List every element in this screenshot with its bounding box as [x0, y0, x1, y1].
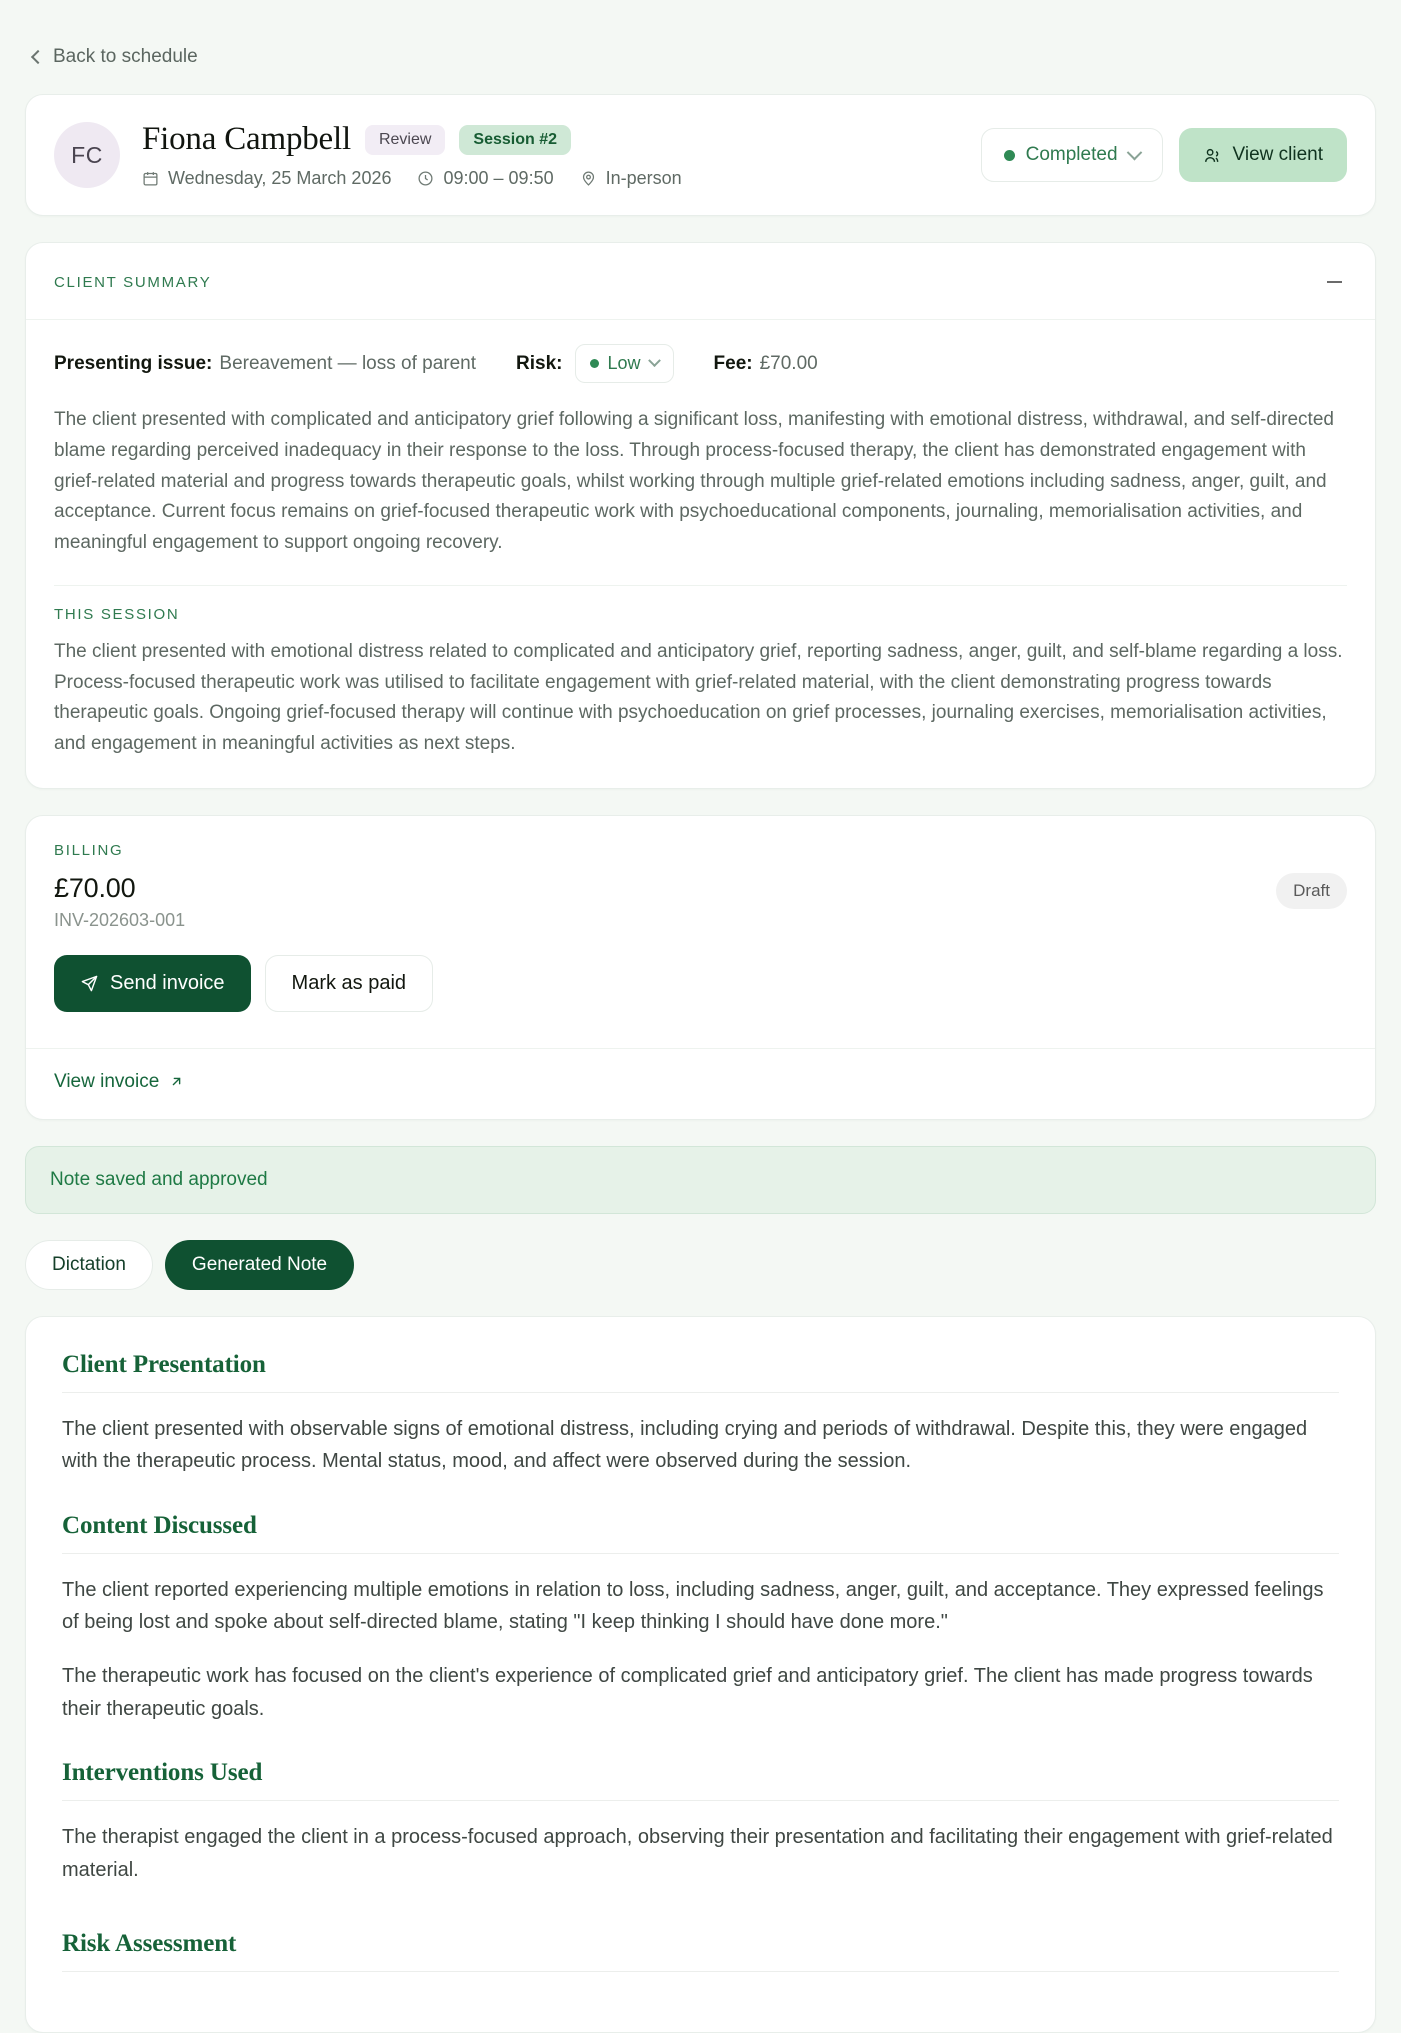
note-section-heading: Content Discussed [62, 1511, 257, 1539]
billing-body [26, 859, 1375, 1022]
note-section-heading: Risk Assessment [62, 1930, 237, 1958]
fee-value: £70.00 [759, 352, 818, 374]
map-pin-icon [580, 170, 597, 187]
status-label: Completed [1025, 144, 1118, 165]
this-session-paragraph: The client presented with emotional distress related to complicated and anticipatory grief, reporting sadness, anger, guilt, and self-blame regarding a loss. Process-focused therapeutic work was utilised to facilitate engagement with grief-related material, with the client demonstrating progress towards therapeutic goals. Ongoing grief-focused therapy will continue with psychoeducation on grief processes, journaling exercises, memorialisation activities, and engagement in meaningful activities as next steps. [54, 640, 1343, 755]
session-detail-row [142, 168, 959, 189]
note-paragraph: The client reported experiencing multiple emotions in relation to loss, including sadness, anger, guilt, and acceptance. They expressed feelings of being lost and spoke about self-directed blame, stating "I keep thinking I should have done more." [62, 1578, 1324, 1634]
view-invoice-link[interactable] [54, 1071, 184, 1093]
send-invoice-label: Send invoice [110, 971, 225, 994]
risk-group [516, 344, 674, 383]
collapse-toggle-button[interactable] [1321, 269, 1347, 295]
billing-header [26, 816, 1375, 859]
billing-actions [54, 955, 1347, 1012]
view-client-button[interactable] [1179, 128, 1347, 182]
status-dropdown[interactable] [981, 128, 1163, 182]
calendar-icon [142, 170, 159, 187]
invoice-number: INV-202603-001 [54, 909, 186, 930]
send-invoice-button[interactable] [54, 955, 251, 1012]
presenting-issue [54, 353, 476, 375]
client-summary-label: CLIENT SUMMARY [54, 273, 212, 291]
session-title-row [142, 121, 959, 158]
note-section [62, 1759, 1339, 1886]
note-section [62, 1930, 1339, 1972]
view-client-label: View client [1232, 144, 1323, 165]
clock-icon [417, 170, 434, 187]
client-name: Fiona Campbell [142, 121, 351, 157]
note-section [62, 1351, 1339, 1478]
avatar [54, 122, 120, 188]
view-invoice-label: View invoice [54, 1070, 160, 1092]
status-dot-icon [1004, 150, 1015, 161]
billing-card [25, 815, 1376, 1120]
send-icon [80, 974, 99, 993]
chevron-left-icon [31, 49, 45, 63]
risk-dropdown[interactable] [575, 344, 674, 383]
note-section-rule [62, 1971, 1339, 1972]
risk-value: Low [607, 353, 641, 373]
billing-amount: £70.00 [54, 872, 136, 903]
presenting-issue-label: Presenting issue: [54, 352, 213, 374]
note-section-rule [62, 1553, 1339, 1554]
back-to-schedule-label: Back to schedule [53, 46, 198, 67]
note-paragraph: The client presented with observable signs of emotional distress, including crying and periods of withdrawal. Despite this, they were engaged with the therapeutic process. Mental status, mood, and affect were observed during the session. [62, 1417, 1308, 1473]
billing-top-row [54, 873, 1347, 931]
billing-footer [26, 1048, 1375, 1119]
client-summary-body [26, 320, 1375, 788]
this-session-label: THIS SESSION [54, 605, 180, 623]
back-to-schedule-link[interactable] [25, 0, 198, 94]
fee [714, 353, 818, 375]
client-summary-meta-row [54, 344, 1347, 383]
note-section-rule [62, 1800, 1339, 1801]
invoice-status-badge: Draft [1276, 873, 1347, 909]
billing-label: BILLING [54, 841, 124, 859]
tab-dictation[interactable]: Dictation [25, 1240, 153, 1290]
session-location [580, 168, 682, 189]
note-paragraph: The therapeutic work has focused on the client's experience of complicated grief and anticipatory grief. The client has made progress towards their therapeutic goals. [62, 1665, 1313, 1720]
avatar-initials: FC [71, 141, 103, 168]
session-number-badge: Session #2 [459, 125, 571, 155]
fee-label: Fee: [713, 352, 753, 374]
chevron-down-icon [1126, 144, 1142, 160]
session-time [417, 168, 553, 189]
note-section-rule [62, 1392, 1339, 1393]
mark-as-paid-button[interactable]: Mark as paid [265, 955, 434, 1012]
tab-generated-note[interactable]: Generated Note [165, 1240, 354, 1290]
session-date-label: Wednesday, 25 March 2026 [168, 168, 392, 188]
external-link-arrow-icon [169, 1074, 184, 1089]
session-location-label: In-person [605, 168, 682, 188]
client-summary-header [26, 243, 1375, 320]
note-paragraph: The therapist engaged the client in a process-focused approach, observing their presentation and facilitating their engagement with grief-related material. [62, 1826, 1333, 1881]
users-icon [1203, 146, 1222, 165]
note-section-heading: Client Presentation [62, 1350, 266, 1378]
chevron-down-icon [648, 354, 661, 367]
minus-icon [1327, 281, 1342, 283]
risk-dot-icon [590, 359, 599, 368]
generated-note-card [25, 1316, 1376, 2033]
session-date [142, 168, 391, 189]
summary-divider [54, 585, 1347, 586]
session-header-actions [981, 128, 1347, 182]
client-summary-paragraph: The client presented with complicated and anticipatory grief following a significant loss, manifesting with emotional distress, withdrawal, and self-directed blame regarding perceived inadequacy in their response to the loss. Through process-focused therapy, the client has demonstrated engagement with grief-related material and progress towards therapeutic goals, whilst working through multiple grief-related emotions including sadness, anger, guilt, and acceptance. Current focus remains on grief-focused therapeutic work with psychoeducational components, journaling, memorialisation activities, and meaningful engagement to support ongoing recovery. [54, 409, 1334, 554]
session-header-card [25, 94, 1376, 216]
note-section [62, 1512, 1339, 1726]
review-badge: Review [365, 125, 445, 155]
toast-message: Note saved and approved [50, 1168, 268, 1190]
session-time-label: 09:00 – 09:50 [443, 168, 554, 188]
note-section-heading: Interventions Used [62, 1759, 263, 1787]
client-summary-card [25, 242, 1376, 789]
note-tabs [25, 1240, 1376, 1290]
presenting-issue-value: Bereavement — loss of parent [219, 352, 477, 374]
toast-note-saved [25, 1146, 1376, 1214]
billing-amount-group [54, 873, 185, 931]
session-meta [142, 121, 959, 189]
risk-label: Risk: [516, 352, 563, 374]
